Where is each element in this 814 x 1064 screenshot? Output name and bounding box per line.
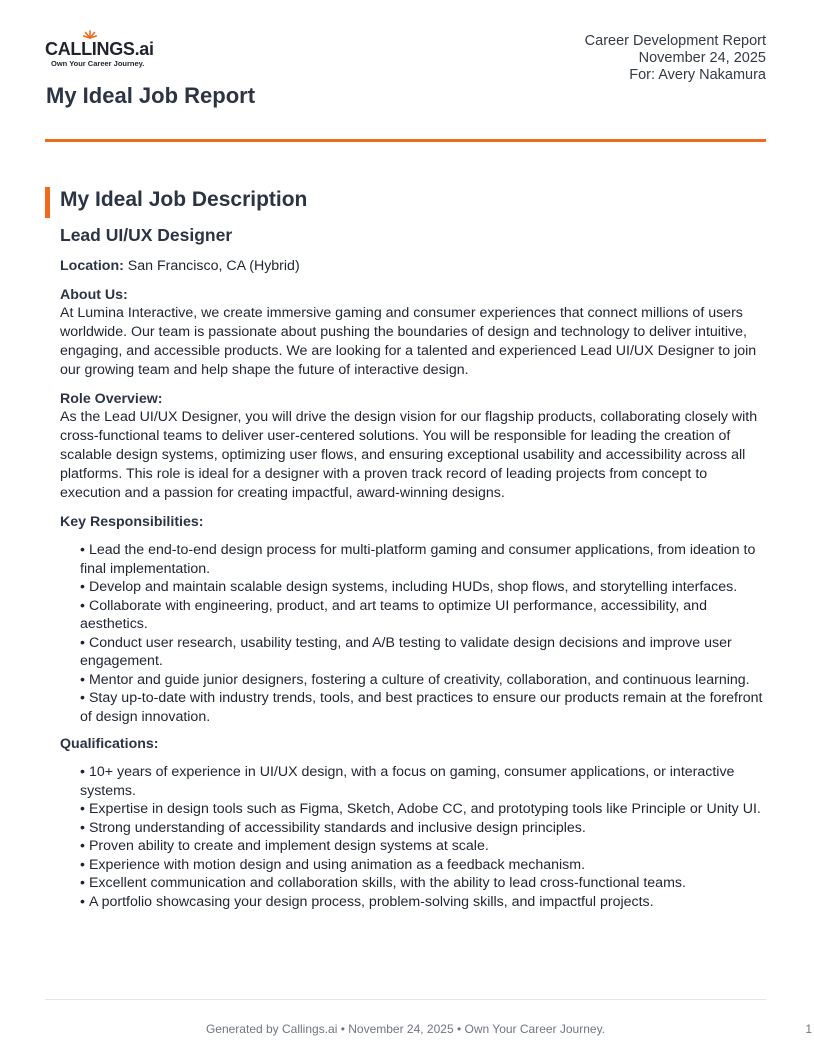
report-meta (585, 33, 766, 84)
report-type: Career Development Report (584, 33, 766, 49)
about-us-block (60, 286, 770, 380)
list-item: • Stay up-to-date with industry trends, tools, and best practices to ensure our products remain at the forefront of design innovation. (80, 690, 763, 725)
qualifications-label: Qualifications: (60, 736, 159, 752)
callings-logo (45, 30, 165, 70)
header-divider (45, 139, 766, 142)
role-overview-block (60, 390, 770, 503)
footer-divider (45, 999, 766, 1000)
job-description (60, 225, 770, 920)
footer-text: Generated by Callings.ai • November 24, 2025 • Own Your Career Journey. (205, 1022, 606, 1036)
page-number: 1 (805, 1022, 812, 1036)
about-us-label: About Us: (60, 287, 128, 303)
list-item: • Collaborate with engineering, product, and art teams to optimize UI performance, accessibility, and aesthetics. (80, 597, 707, 632)
job-title: Lead UI/UX Designer (60, 225, 233, 245)
location-value: San Francisco, CA (Hybrid) (127, 258, 300, 274)
report-date: November 24, 2025 (638, 50, 766, 66)
responsibilities-label: Key Responsibilities: (60, 514, 204, 530)
report-header (45, 30, 766, 142)
list-item: • Mentor and guide junior designers, fostering a culture of creativity, collaboration, and continuous learning. (80, 671, 750, 688)
list-item: • Proven ability to create and implement design systems at scale. (80, 838, 489, 854)
section-heading: My Ideal Job Description (60, 188, 308, 211)
report-recipient: For: Avery Nakamura (629, 67, 766, 83)
list-item: • Expertise in design tools such as Figma, Sketch, Adobe CC, and prototyping tools like Principle or Unity UI. (80, 801, 761, 817)
brand-name: CALLINGS.ai (45, 39, 154, 59)
sunburst-icon (83, 30, 97, 39)
list-item: • Develop and maintain scalable design systems, including HUDs, shop flows, and storytelling interfaces. (80, 579, 738, 595)
section-accent-bar (45, 187, 50, 218)
role-overview-text: As the Lead UI/UX Designer, you will drive the design vision for our flagship products, collaborating closely with cross-functional teams to deliver user-centered solutions. You will be responsible for leading the creation of scalable design systems, optimizing user flows, and ensuring exceptional usability and accessibility across all platforms. This role is ideal for a designer with a proven track record of leading projects from concept to execution and a passion for creating impactful, award-winning designs. (60, 409, 758, 501)
list-item: • 10+ years of experience in UI/UX design, with a focus on gaming, consumer applications, or interactive systems. (80, 764, 735, 799)
list-item: • Strong understanding of accessibility standards and inclusive design principles. (80, 819, 586, 836)
page-title: My Ideal Job Report (46, 83, 256, 108)
list-item: • Conduct user research, usability testing, and A/B testing to validate design decisions and improve user engagement. (80, 634, 732, 669)
list-item: • Excellent communication and collaboration skills, with the ability to lead cross-functional teams. (80, 875, 686, 891)
list-item: • Experience with motion design and using animation as a feedback mechanism. (80, 856, 586, 873)
responsibilities-list (60, 541, 770, 726)
brand-tagline: Own Your Career Journey. (51, 59, 145, 68)
list-item: • Lead the end-to-end design process for multi-platform gaming and consumer applications, from ideation to final implementation. (80, 542, 756, 577)
list-item: • A portfolio showcasing your design process, problem-solving skills, and impactful projects. (80, 893, 654, 910)
location-label: Location: (60, 258, 124, 274)
about-us-text: At Lumina Interactive, we create immersive gaming and consumer experiences that connect millions of users worldwide. Our team is passionate about pushing the boundaries of design and technology to deliver intuitive, engaging, and accessible products. We are looking for a talented and experienced Lead UI/UX Designer to join our growing team and help shape the future of interactive design. (60, 305, 757, 378)
location-line (60, 257, 770, 276)
role-overview-label: Role Overview: (60, 391, 163, 407)
qualifications-list (60, 763, 770, 911)
